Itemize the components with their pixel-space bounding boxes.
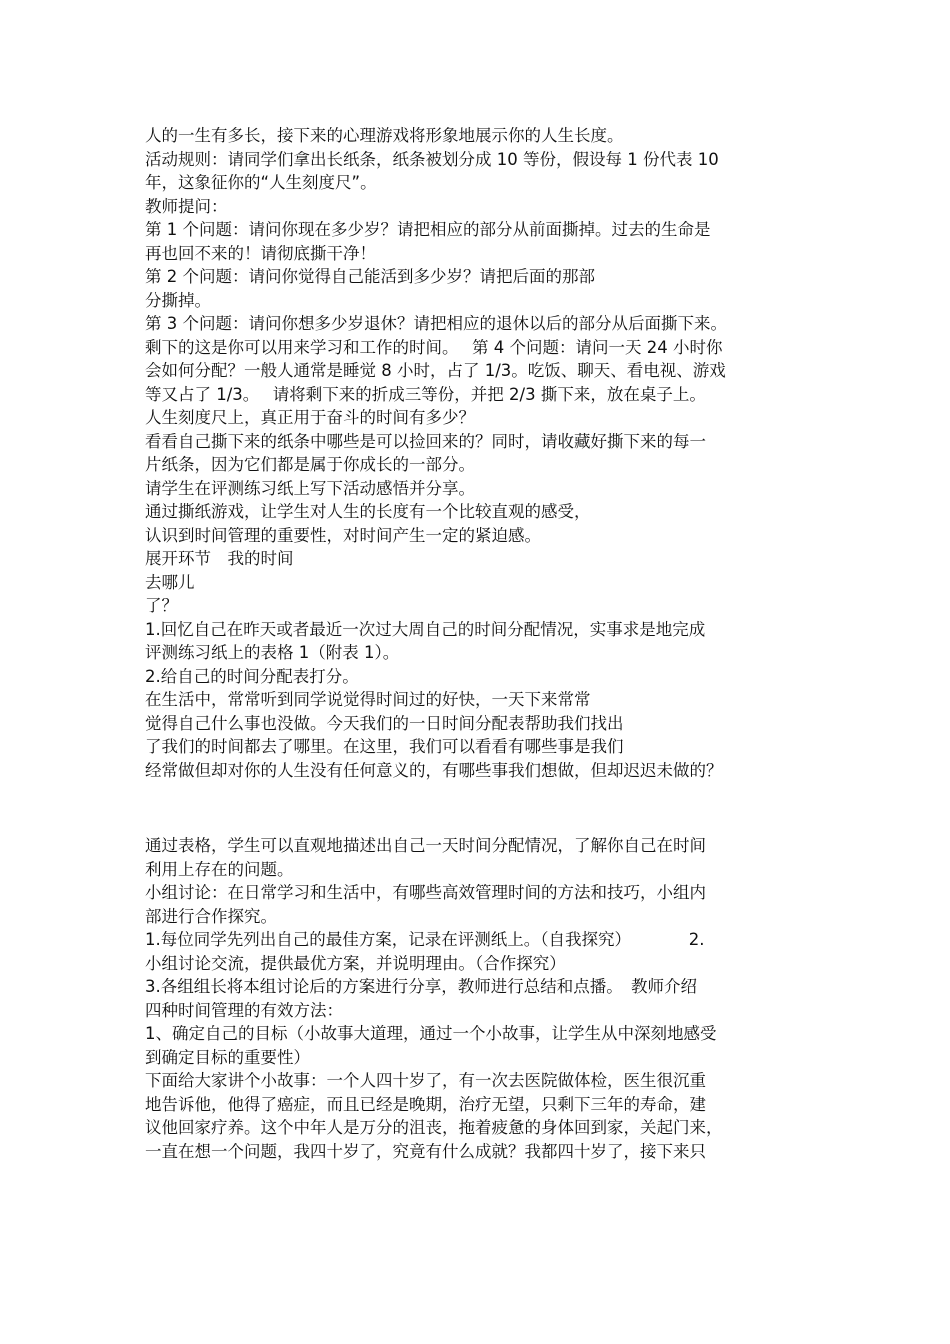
text-line: 第 2 个问题：请问你觉得自己能活到多少岁？请把后面的那部	[145, 267, 595, 286]
section-group-discussion	[145, 834, 825, 1163]
text-line: 1、确定自己的目标（小故事大道理，通过一个小故事，让学生从中深刻地感受	[145, 1024, 717, 1043]
text-line: 第 1 个问题：请问你现在多少岁？请把相应的部分从前面撕掉。过去的生命是	[145, 220, 711, 239]
text-line: 2.给自己的时间分配表打分。	[145, 666, 359, 686]
text-line: 再也回不来的！请彻底撕干净！	[145, 243, 376, 263]
text-line: 年，这象征你的“人生刻度尺”。	[145, 173, 377, 192]
text-line: 认识到时间管理的重要性，对时间产生一定的紧迫感。	[145, 525, 541, 545]
text-line: 四种时间管理的有效方法：	[145, 1000, 343, 1020]
text-line: 部进行合作探究。	[145, 906, 277, 926]
paragraph-gap	[145, 782, 825, 834]
text-line: 评测练习纸上的表格 1（附表 1）。	[145, 643, 400, 662]
text-line: 小组讨论交流，提供最优方案，并说明理由。（合作探究）	[145, 953, 566, 973]
text-line: 3.各组组长将本组讨论后的方案进行分享，教师进行总结和点播。 教师介绍	[145, 977, 697, 996]
text-line: 了我们的时间都去了哪里。在这里，我们可以看看有哪些事是我们	[145, 737, 624, 756]
text-line: 人生刻度尺上，真正用于奋斗的时间有多少？	[145, 408, 475, 427]
text-line: 通过表格，学生可以直观地描述出自己一天时间分配情况，了解你自己在时间	[145, 836, 706, 855]
text-line: 去哪儿	[145, 572, 195, 592]
text-line: 到确定目标的重要性）	[145, 1047, 310, 1067]
text-line: 经常做但却对你的人生没有任何意义的，有哪些事我们想做，但却迟迟未做的？	[145, 760, 723, 780]
text-line: 1.回忆自己在昨天或者最近一次过大周自己的时间分配情况，实事求是地完成	[145, 619, 706, 639]
text-line: 1.每位同学先列出自己的最佳方案，记录在评测纸上。（自我探究） 2.	[145, 930, 705, 949]
text-line: 会如何分配？一般人通常是睡觉 8 小时，占了 1/3。吃饭、聊天、看电视、游戏	[145, 361, 726, 380]
text-line: 片纸条，因为它们都是属于你成长的一部分。	[145, 455, 475, 474]
text-line: 议他回家疗养。这个中年人是万分的沮丧，拖着疲惫的身体回到家，关起门来，	[145, 1118, 723, 1137]
text-line: 在生活中，常常听到同学说觉得时间过的好快，一天下来常常	[145, 690, 591, 709]
section-heading: 展开环节 我的时间	[145, 549, 294, 568]
text-line: 地告诉他，他得了癌症，而且已经是晚期，治疗无望，只剩下三年的寿命，建	[145, 1094, 706, 1114]
text-line: 觉得自己什么事也没做。今天我们的一日时间分配表帮助我们找出	[145, 713, 624, 733]
text-line: 看看自己撕下来的纸条中哪些是可以捡回来的？同时，请收藏好撕下来的每一	[145, 431, 706, 451]
text-line: 下面给大家讲个小故事：一个人四十岁了，有一次去医院做体检，医生很沉重	[145, 1071, 706, 1090]
text-line: 剩下的这是你可以用来学习和工作的时间。 第 4 个问题：请问一天 24 小时你	[145, 337, 723, 357]
text-line: 小组讨论：在日常学习和生活中，有哪些高效管理时间的方法和技巧，小组内	[145, 883, 706, 902]
text-line: 请学生在评测练习纸上写下活动感悟并分享。	[145, 478, 475, 498]
text-line: 等又占了 1/3。 请将剩下来的折成三等份，并把 2/3 撕下来，放在桌子上。	[145, 384, 706, 404]
section-paper-game	[145, 124, 825, 782]
text-line: 第 3 个问题：请问你想多少岁退休？请把相应的退休以后的部分从后面撕下来。	[145, 314, 727, 333]
text-line: 通过撕纸游戏，让学生对人生的长度有一个比较直观的感受，	[145, 502, 591, 521]
text-line: 活动规则：请同学们拿出长纸条，纸条被划分成 10 等份，假设每 1 份代表 10	[145, 149, 719, 169]
text-line: 利用上存在的问题。	[145, 859, 294, 879]
text-line: 一直在想一个问题，我四十岁了，究竟有什么成就？我都四十岁了，接下来只	[145, 1141, 706, 1161]
text-line: 教师提问：	[145, 196, 228, 216]
text-line: 分撕掉。	[145, 290, 211, 310]
text-line: 人的一生有多长，接下来的心理游戏将形象地展示你的人生长度。	[145, 126, 624, 145]
document-page	[145, 124, 825, 1163]
text-line: 了？	[145, 596, 178, 615]
